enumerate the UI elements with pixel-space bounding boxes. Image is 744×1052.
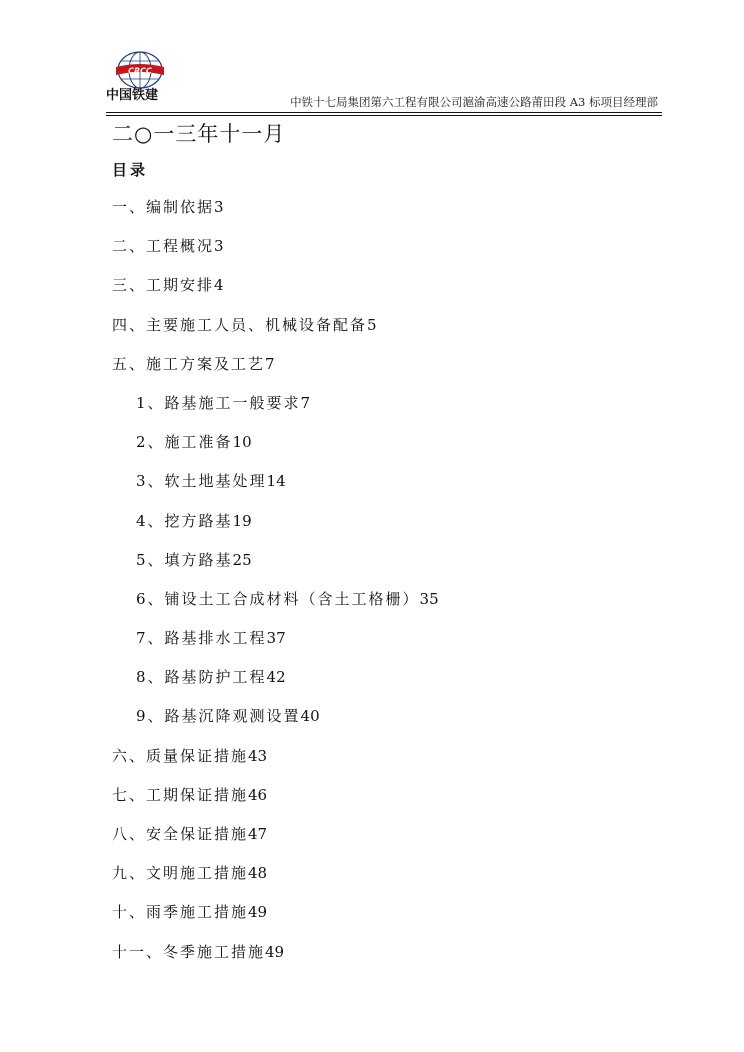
toc-entry[interactable] [112, 196, 672, 235]
logo-mark-text: CRCC [128, 66, 152, 76]
toc-entry[interactable] [112, 274, 672, 313]
logo-text: 中国铁建 [106, 88, 159, 103]
toc-entry-page-number: 7 [300, 393, 311, 412]
page-header [106, 50, 658, 112]
header-title: 中铁十七局集团第六工程有限公司滬渝高速公路莆田段 A3 标项目经理部 [290, 95, 658, 109]
toc-entry[interactable] [112, 941, 672, 980]
toc-entry[interactable] [112, 235, 672, 274]
toc-entry[interactable] [112, 705, 672, 744]
toc-entry-page-number: 19 [232, 511, 252, 530]
toc-entry[interactable] [112, 862, 672, 901]
toc-entry[interactable] [112, 627, 672, 666]
toc-entry-page-number: 35 [419, 589, 439, 608]
toc-entry-label: 三、工期安排 [112, 276, 215, 295]
toc-entry-page-number: 42 [266, 668, 286, 687]
toc-entry[interactable] [112, 392, 672, 431]
toc-entry-page-number: 40 [300, 707, 320, 726]
toc-entry[interactable] [112, 588, 672, 627]
header-divider [106, 112, 662, 113]
date-line: 二○一三年十一月 [112, 122, 286, 146]
toc-entry-label: 1、路基施工一般要求 [136, 393, 301, 412]
toc-entry-page-number: 37 [266, 629, 286, 648]
toc-entry-label: 十一、冬季施工措施 [112, 942, 266, 961]
toc-entry-page-number: 10 [232, 433, 252, 452]
toc-entry[interactable] [112, 353, 672, 392]
toc-entry-label: 7、路基排水工程 [136, 629, 267, 648]
toc-entry-label: 4、挖方路基 [136, 511, 233, 530]
toc-entry-page-number: 48 [248, 864, 268, 883]
toc-entry-page-number: 43 [248, 746, 268, 765]
toc-entry-page-number: 46 [248, 785, 268, 804]
toc-entry[interactable] [112, 666, 672, 705]
toc-entry-page-number: 14 [266, 472, 286, 491]
toc-entry-label: 2、施工准备 [136, 433, 233, 452]
toc-entry-page-number: 25 [232, 550, 252, 569]
header-divider-thin [106, 115, 662, 116]
toc-entry-label: 六、质量保证措施 [112, 746, 249, 765]
toc-entry-page-number: 49 [248, 903, 268, 922]
toc-entry-page-number: 3 [214, 198, 224, 216]
toc-entry-page-number: 4 [214, 276, 224, 295]
toc-entry[interactable] [112, 470, 672, 509]
toc-entry[interactable] [112, 431, 672, 470]
toc-entry-page-number: 49 [265, 942, 285, 961]
toc-entry[interactable] [112, 314, 672, 353]
toc-entry-page-number: 7 [265, 354, 275, 373]
toc-entry[interactable] [112, 745, 672, 784]
toc-entry-label: 8、路基防护工程 [136, 668, 267, 687]
toc-entry-label: 5、填方路基 [136, 550, 233, 569]
toc-entry[interactable] [112, 784, 672, 823]
toc-entry-label: 十、雨季施工措施 [112, 903, 249, 922]
toc-entry-label: 九、文明施工措施 [112, 864, 249, 883]
toc-entry-label: 二、工程概况 [112, 237, 215, 256]
toc-entry-label: 八、安全保证措施 [112, 825, 249, 843]
toc-entry-label: 6、铺设土工合成材料（含土工格栅） [136, 589, 420, 608]
toc-entry-label: 一、编制依据 [112, 198, 215, 216]
toc-entry[interactable] [112, 901, 672, 940]
toc-title: 目录 [112, 161, 149, 179]
toc-entry[interactable] [112, 510, 672, 549]
toc-entry-page-number: 47 [248, 825, 268, 843]
toc-entry-label: 七、工期保证措施 [112, 785, 249, 804]
toc-entry[interactable] [112, 549, 672, 588]
toc-entry-label: 9、路基沉降观测设置 [136, 707, 301, 726]
toc-entry-label: 3、软土地基处理 [136, 472, 267, 491]
table-of-contents [112, 196, 672, 980]
toc-entry-page-number: 3 [214, 237, 224, 256]
toc-entry-label: 四、主要施工人员、机械设备配备 [112, 315, 368, 334]
toc-entry[interactable] [112, 823, 672, 862]
toc-entry-label: 五、施工方案及工艺 [112, 354, 266, 373]
toc-entry-page-number: 5 [367, 315, 377, 334]
